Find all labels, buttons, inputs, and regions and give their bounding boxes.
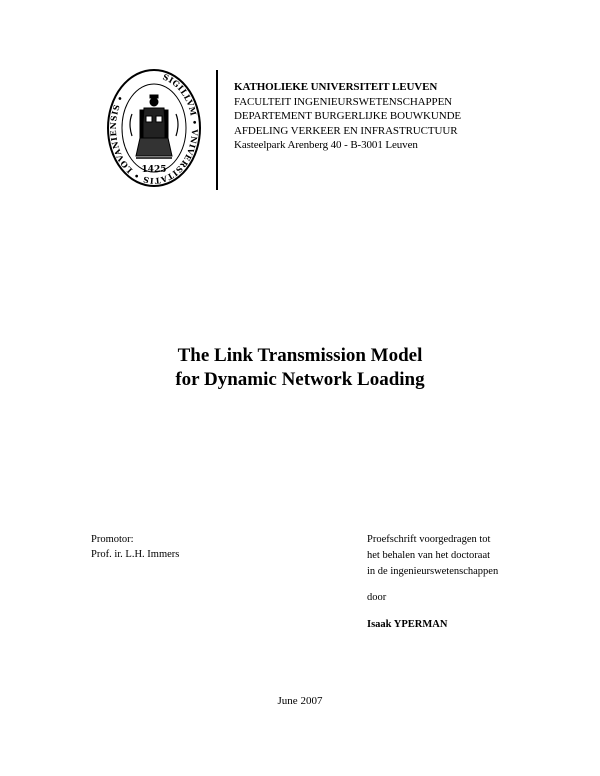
header-divider <box>216 70 218 190</box>
thesis-title-line-2: for Dynamic Network Loading <box>175 369 425 390</box>
seal-legend: SIGILLVM • VNIVERSITATIS • LOVANIENSIS • <box>107 71 201 187</box>
publication-date: June 2007 <box>277 695 323 707</box>
promotor-label: Promotor: <box>91 534 134 545</box>
author-name: Isaak YPERMAN <box>367 619 448 630</box>
statement-line-1: Proefschrift voorgedragen tot <box>367 534 491 545</box>
promotor-block <box>91 532 179 562</box>
dissertation-statement <box>367 532 498 633</box>
promotor-name: Prof. ir. L.H. Immers <box>91 549 180 560</box>
thesis-title-line-1: The Link Transmission Model <box>177 345 423 366</box>
seal-year: 1425 <box>141 165 167 175</box>
door-label: door <box>367 592 387 603</box>
university-seal-icon <box>106 68 202 190</box>
statement-line-2: het behalen van het doctoraat <box>367 550 491 561</box>
statement-line-3: in de ingenieurswetenschappen <box>367 566 499 577</box>
institution-address: Kasteelpark Arenberg 40 - B-3001 Leuven <box>234 139 418 151</box>
thesis-title <box>0 344 600 392</box>
department-name: DEPARTEMENT BURGERLIJKE BOUWKUNDE <box>234 110 462 122</box>
faculty-name: FACULTEIT INGENIEURSWETENSCHAPPEN <box>234 95 453 108</box>
institution-block <box>234 80 574 153</box>
division-name: AFDELING VERKEER EN INFRASTRUCTUUR <box>234 124 458 137</box>
university-name: KATHOLIEKE UNIVERSITEIT LEUVEN <box>234 81 438 93</box>
